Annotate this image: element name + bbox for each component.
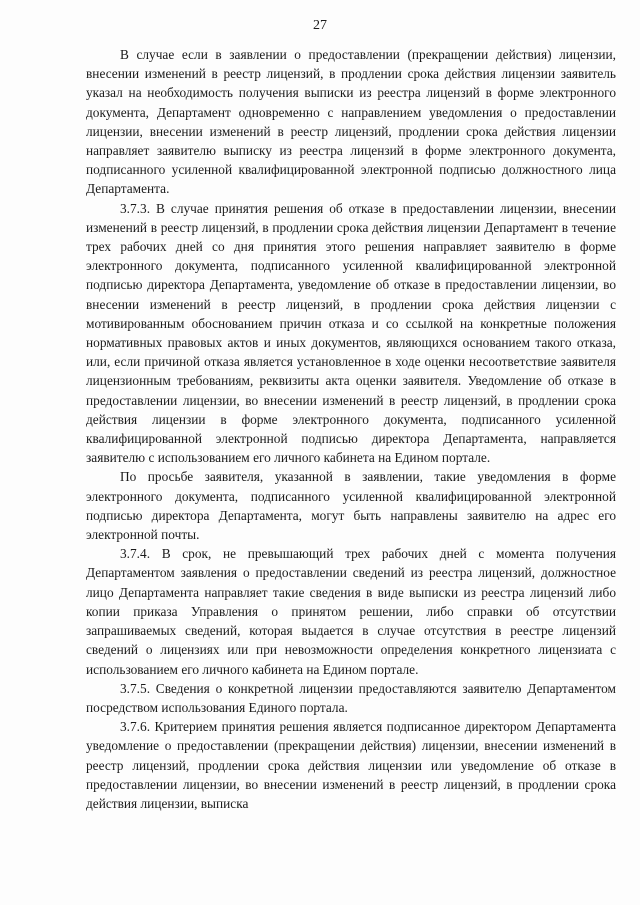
paragraph-3-7-6: 3.7.6. Критерием принятия решения является подписанное директором Департамента уведомление о предоставлении (прекращении действия) лицензии, внесении изменений в реестр лицензий, продлении срока действия лицензии или уведомление об отказе в предоставлении лицензии, во внесении изменений в реестр лицензий, в продлении срока действия лицензии, выписка bbox=[86, 719, 616, 811]
paragraph-email-request: По просьбе заявителя, указанной в заявлении, такие уведомления в форме электронного документа, подписанного усиленной квалифицированной электронной подписью директора Департамента, могут быть направлены заявителю на адрес его электронной почты. bbox=[86, 469, 616, 543]
paragraph-3-7-5: 3.7.5. Сведения о конкретной лицензии предоставляются заявителю Департаментом посредством использования Единого портала. bbox=[86, 680, 616, 715]
paragraph-3-7-4: 3.7.4. В срок, не превышающий трех рабочих дней с момента получения Департаментом заявления о предоставлении сведений из реестра лицензий, должностное лицо Департамента направляет такие сведения в виде выписки из реестра лицензий либо копии приказа Управления о принятом решении, либо справки об отсутствии запрашиваемых сведений, которая выдается в случае отсутствия в реестре лицензий сведений о лицензиях или при невозможности определения конкретного лицензиата с использованием его личного кабинета на Едином портале. bbox=[86, 546, 616, 677]
paragraph-3-7-3: 3.7.3. В случае принятия решения об отказе в предоставлении лицензии, внесении изменений в реестр лицензий, в продлении срока действия лицензии Департамент в течение трех рабочих дней со дня принятия этого решения направляет заявителю в форме электронного документа, подписанного усиленной квалифицированной электронной подписью директора Департамента, уведомление об отказе в предоставлении лицензии, во внесении изменений в реестр лицензий, в продлении срока действия лицензии с мотивированным обоснованием причин отказа и со ссылкой на конкретные положения нормативных правовых актов и иных документов, являющихся основанием такого отказа, или, если причиной отказа является установленное в ходе оценки несоответствие заявителя лицензионным требованиям, реквизиты акта оценки заявителя. Уведомление об отказе в предоставлении лицензии, во внесении изменений в реестр лицензий, в продлении срока действия лицензии в форме электронного документа, подписанного усиленной квалифицированной электронной подписью директора Департамента, направляется заявителю с использованием его личного кабинета на Едином портале. bbox=[86, 200, 616, 466]
page-number: 27 bbox=[313, 18, 327, 33]
document-body bbox=[86, 45, 616, 813]
paragraph-extract-notice: В случае если в заявлении о предоставлении (прекращении действия) лицензии, внесении изменений в реестр лицензий, в продлении срока действия лицензии заявитель указал на необходимость получения выписки из реестра лицензий в форме электронного документа, Департамент одновременно с направлением уведомления о предоставлении лицензии, внесении изменений в реестр лицензий, продлении срока действия лицензии направляет заявителю выписку из реестра лицензий в форме электронного документа, подписанного усиленной квалифицированной электронной подписью должностного лица Департамента. bbox=[86, 47, 616, 197]
